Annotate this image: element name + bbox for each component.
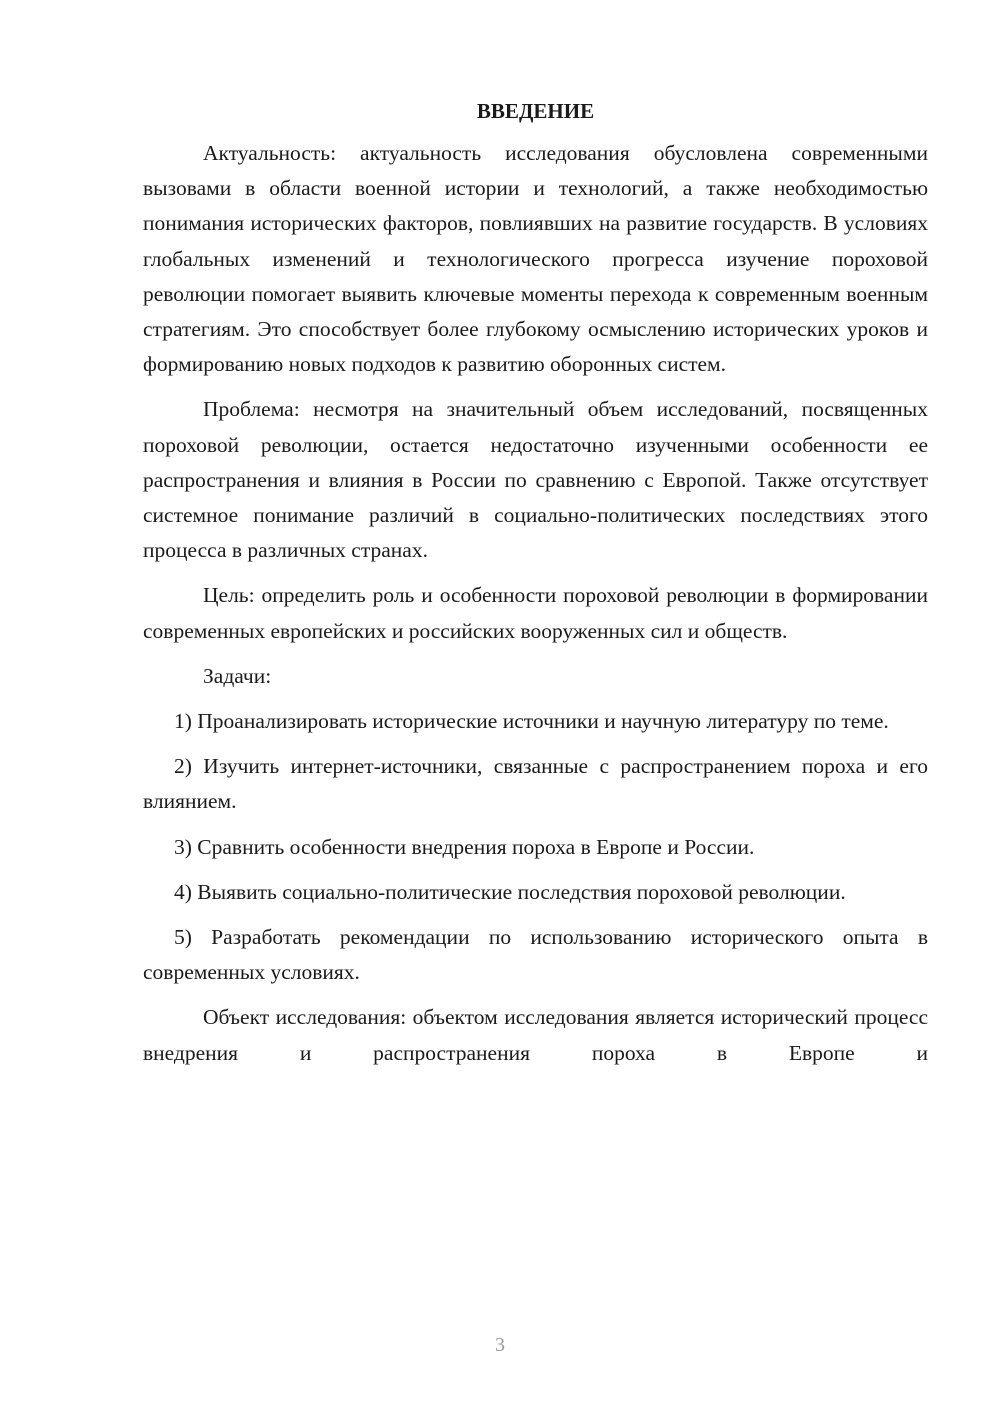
- task-item-3: 3) Сравнить особенности внедрения пороха в Европе и России.: [174, 834, 755, 859]
- task-item-1: 1) Проанализировать исторические источники и научную литературу по теме.: [174, 709, 889, 734]
- object-paragraph: Объект исследования: объектом исследования является исторический процесс внедрения и распространения пороха в Европе и: [143, 1005, 928, 1065]
- task-item-2: 2) Изучить интернет-источники, связанные с распространением пороха и его влиянием.: [143, 754, 928, 814]
- tasks-label: Задачи:: [203, 663, 272, 688]
- problem-paragraph: Проблема: несмотря на значительный объем исследований, посвященных пороховой революции, остается недостаточно изученными особенности ее распространения и влияния в России по сравнению с Европой. Также отсутствует системное понимание различий в социально-политических последствиях этого процесса в различных странах.: [143, 397, 928, 563]
- goal-paragraph: Цель: определить роль и особенности пороховой революции в формировании современных европейских и российских вооруженных сил и обществ.: [143, 583, 928, 643]
- task-item-4: 4) Выявить социально-политические последствия пороховой революции.: [174, 879, 846, 904]
- page-title: ВВЕДЕНИЕ: [476, 99, 595, 123]
- relevance-paragraph: Актуальность: актуальность исследования обусловлена современными вызовами в области военной истории и технологий, а также необходимостью понимания исторических факторов, повлиявших на развитие государств. В условиях глобальных изменений и технологического прогресса изучение пороховой революции помогает выявить ключевые моменты перехода к современным военным стратегиям. Это способствует более глубокому осмыслению исторических уроков и формированию новых подходов к развитию оборонных систем.: [143, 141, 928, 377]
- task-item-5: 5) Разработать рекомендации по использованию исторического опыта в современных условиях.: [143, 925, 928, 985]
- page-number: 3: [495, 1334, 505, 1356]
- document-page: [143, 96, 928, 1071]
